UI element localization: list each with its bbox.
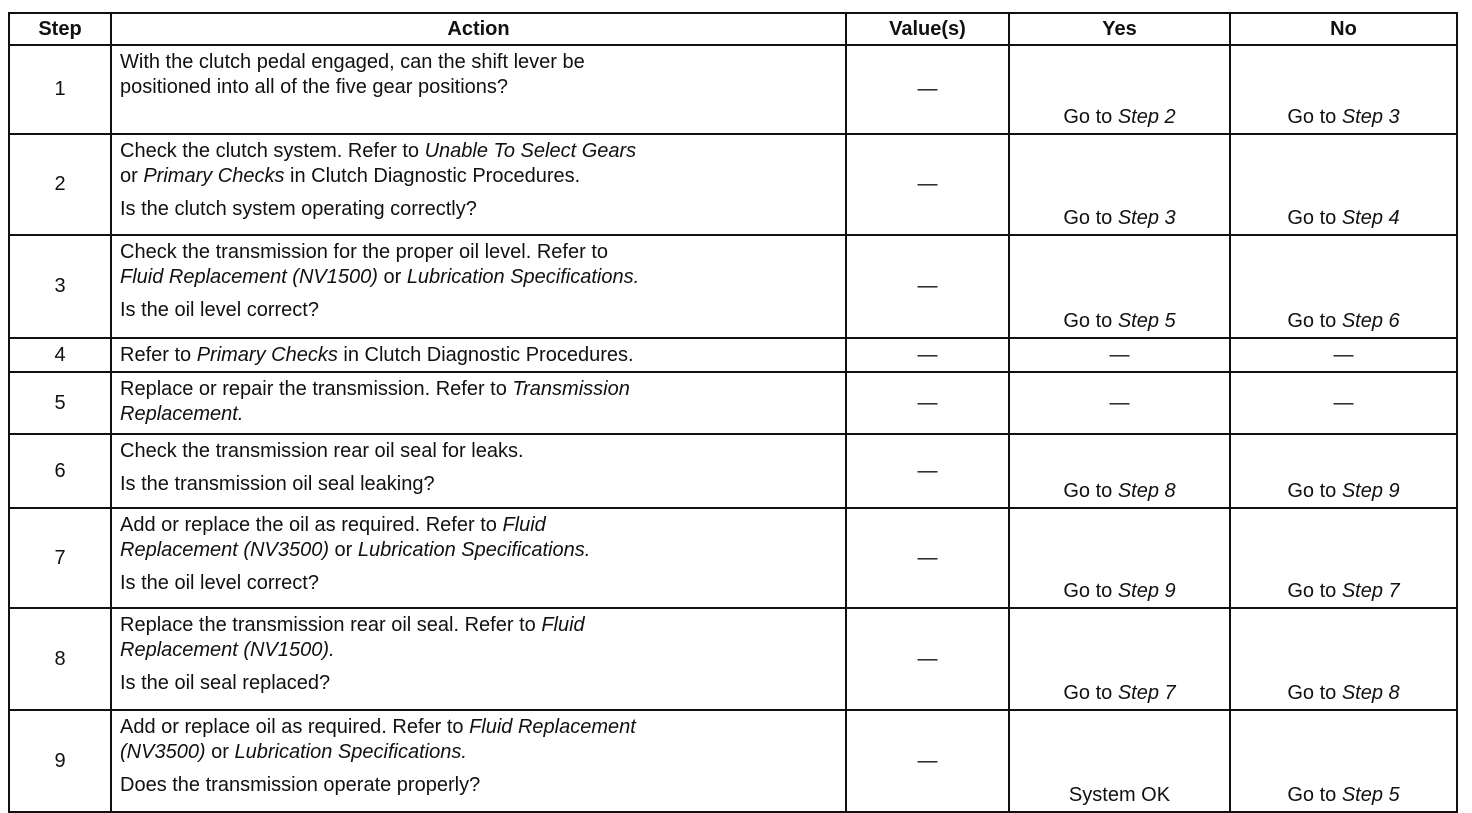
action-line — [120, 75, 839, 100]
action-emphasis: Lubrication Specifications. — [357, 539, 591, 561]
action-line — [120, 265, 839, 290]
yes-emphasis: Step 5 — [1117, 310, 1176, 332]
no-cell — [1230, 45, 1457, 134]
action-text: Add or replace oil as required. Refer to — [120, 716, 470, 738]
action-emphasis: Unable To Select Gears — [424, 140, 637, 162]
step-number: 3 — [9, 235, 111, 338]
table-row — [9, 608, 1457, 710]
header-step: Step — [9, 13, 111, 45]
header-action: Action — [111, 13, 846, 45]
action-emphasis: Replacement (NV3500) — [120, 539, 329, 561]
action-text: Check the transmission for the proper oil level. Refer to — [120, 241, 608, 263]
action-text: positioned into all of the five gear positions? — [120, 76, 509, 98]
action-text: Replace or repair the transmission. Refer to — [120, 378, 513, 400]
action-cell — [111, 710, 846, 812]
action-emphasis: Lubrication Specifications. — [406, 266, 640, 288]
yes-text: Go to — [1063, 480, 1118, 502]
value-cell: — — [846, 235, 1009, 338]
action-emphasis: Fluid Replacement — [469, 716, 636, 738]
table-body — [9, 45, 1457, 812]
action-text: Add or replace the oil as required. Refer to — [120, 514, 503, 536]
yes-cell — [1009, 710, 1230, 812]
no-cell — [1230, 608, 1457, 710]
step-number: 9 — [9, 710, 111, 812]
no-emphasis: Step 6 — [1341, 310, 1400, 332]
action-emphasis: Fluid Replacement (NV1500) — [120, 266, 378, 288]
yes-cell — [1009, 45, 1230, 134]
yes-cell — [1009, 508, 1230, 608]
action-emphasis: Replacement. — [120, 403, 244, 425]
yes-text: Go to — [1063, 682, 1118, 704]
step-number: 2 — [9, 134, 111, 235]
step-number: 1 — [9, 45, 111, 134]
yes-cell — [1009, 372, 1230, 434]
action-emphasis: Primary Checks — [196, 344, 338, 366]
action-emphasis: Lubrication Specifications. — [234, 741, 467, 763]
header-values: Value(s) — [846, 13, 1009, 45]
no-text: Go to — [1287, 207, 1342, 229]
no-text: Go to — [1287, 580, 1342, 602]
action-line — [120, 513, 839, 538]
action-line — [120, 139, 839, 164]
action-question: Is the clutch system operating correctly? — [120, 198, 477, 220]
header-yes: Yes — [1009, 13, 1230, 45]
yes-emphasis: Step 2 — [1117, 106, 1176, 128]
action-text: or — [377, 266, 407, 288]
value-cell: — — [846, 710, 1009, 812]
action-cell — [111, 608, 846, 710]
action-text: Replace the transmission rear oil seal. Refer to — [120, 614, 542, 636]
no-text: Go to — [1287, 480, 1342, 502]
no-emphasis: Step 8 — [1341, 682, 1400, 704]
no-text: — — [1333, 343, 1354, 366]
step-number: 8 — [9, 608, 111, 710]
yes-emphasis: Step 8 — [1117, 480, 1176, 502]
action-text: or — [329, 539, 358, 561]
no-cell — [1230, 338, 1457, 372]
action-emphasis: (NV3500) — [120, 741, 206, 763]
table-row — [9, 235, 1457, 338]
yes-text: — — [1109, 343, 1130, 366]
no-cell — [1230, 134, 1457, 235]
no-cell — [1230, 508, 1457, 608]
action-question: Is the transmission oil seal leaking? — [120, 473, 435, 495]
no-text: Go to — [1287, 106, 1342, 128]
table-row — [9, 134, 1457, 235]
diagnostic-table — [8, 12, 1458, 813]
yes-cell — [1009, 608, 1230, 710]
yes-text: Go to — [1063, 106, 1118, 128]
action-cell — [111, 508, 846, 608]
action-cell — [111, 45, 846, 134]
header-row — [9, 13, 1457, 45]
action-line — [120, 613, 839, 638]
no-text: Go to — [1287, 682, 1342, 704]
yes-text: System OK — [1068, 784, 1171, 806]
no-emphasis: Step 5 — [1341, 784, 1400, 806]
yes-text: Go to — [1063, 207, 1118, 229]
action-line — [120, 50, 839, 75]
table-row — [9, 372, 1457, 434]
action-line — [120, 402, 839, 427]
action-emphasis: Transmission — [512, 378, 630, 400]
action-line — [120, 740, 839, 765]
action-question: Is the oil level correct? — [120, 572, 319, 594]
table-row — [9, 45, 1457, 134]
no-cell — [1230, 235, 1457, 338]
action-line — [120, 343, 839, 368]
table-row — [9, 710, 1457, 812]
value-cell: — — [846, 508, 1009, 608]
yes-emphasis: Step 3 — [1117, 207, 1176, 229]
header-no: No — [1230, 13, 1457, 45]
value-cell: — — [846, 338, 1009, 372]
action-cell — [111, 372, 846, 434]
no-text: Go to — [1287, 784, 1342, 806]
action-emphasis: Fluid — [502, 514, 546, 536]
table-row — [9, 434, 1457, 508]
action-cell — [111, 338, 846, 372]
action-text: or — [120, 165, 144, 187]
yes-cell — [1009, 434, 1230, 508]
yes-text: — — [1109, 391, 1130, 414]
action-text: in Clutch Diagnostic Procedures. — [284, 165, 581, 187]
action-line — [120, 439, 839, 464]
action-cell — [111, 235, 846, 338]
step-number: 5 — [9, 372, 111, 434]
table-row — [9, 338, 1457, 372]
no-emphasis: Step 4 — [1341, 207, 1400, 229]
no-emphasis: Step 7 — [1341, 580, 1400, 602]
value-cell: — — [846, 45, 1009, 134]
yes-cell — [1009, 134, 1230, 235]
value-cell: — — [846, 608, 1009, 710]
value-cell: — — [846, 434, 1009, 508]
action-text: or — [205, 741, 235, 763]
yes-cell — [1009, 235, 1230, 338]
action-question: Does the transmission operate properly? — [120, 774, 481, 796]
action-question: Is the oil level correct? — [120, 299, 319, 321]
no-cell — [1230, 372, 1457, 434]
no-text: Go to — [1287, 310, 1342, 332]
no-cell — [1230, 434, 1457, 508]
action-emphasis: Fluid — [541, 614, 585, 636]
yes-emphasis: Step 9 — [1117, 580, 1176, 602]
no-cell — [1230, 710, 1457, 812]
action-emphasis: Replacement (NV1500). — [120, 639, 335, 661]
action-text: in Clutch Diagnostic Procedures. — [337, 344, 634, 366]
yes-cell — [1009, 338, 1230, 372]
action-text: Check the clutch system. Refer to — [120, 140, 425, 162]
action-line — [120, 715, 839, 740]
value-cell: — — [846, 372, 1009, 434]
action-question: Is the oil seal replaced? — [120, 672, 331, 694]
step-number: 6 — [9, 434, 111, 508]
action-cell — [111, 134, 846, 235]
step-number: 4 — [9, 338, 111, 372]
value-cell: — — [846, 134, 1009, 235]
action-line — [120, 164, 839, 189]
yes-text: Go to — [1063, 580, 1118, 602]
no-emphasis: Step 9 — [1341, 480, 1400, 502]
yes-text: Go to — [1063, 310, 1118, 332]
table-row — [9, 508, 1457, 608]
action-line — [120, 638, 839, 663]
no-emphasis: Step 3 — [1341, 106, 1400, 128]
action-cell — [111, 434, 846, 508]
yes-emphasis: Step 7 — [1117, 682, 1176, 704]
action-text: With the clutch pedal engaged, can the shift lever be — [120, 51, 585, 73]
action-emphasis: Primary Checks — [143, 165, 285, 187]
action-text: Refer to — [120, 344, 197, 366]
no-text: — — [1333, 391, 1354, 414]
action-line — [120, 377, 839, 402]
action-text: Check the transmission rear oil seal for leaks. — [120, 440, 524, 462]
action-line — [120, 240, 839, 265]
action-line — [120, 538, 839, 563]
step-number: 7 — [9, 508, 111, 608]
